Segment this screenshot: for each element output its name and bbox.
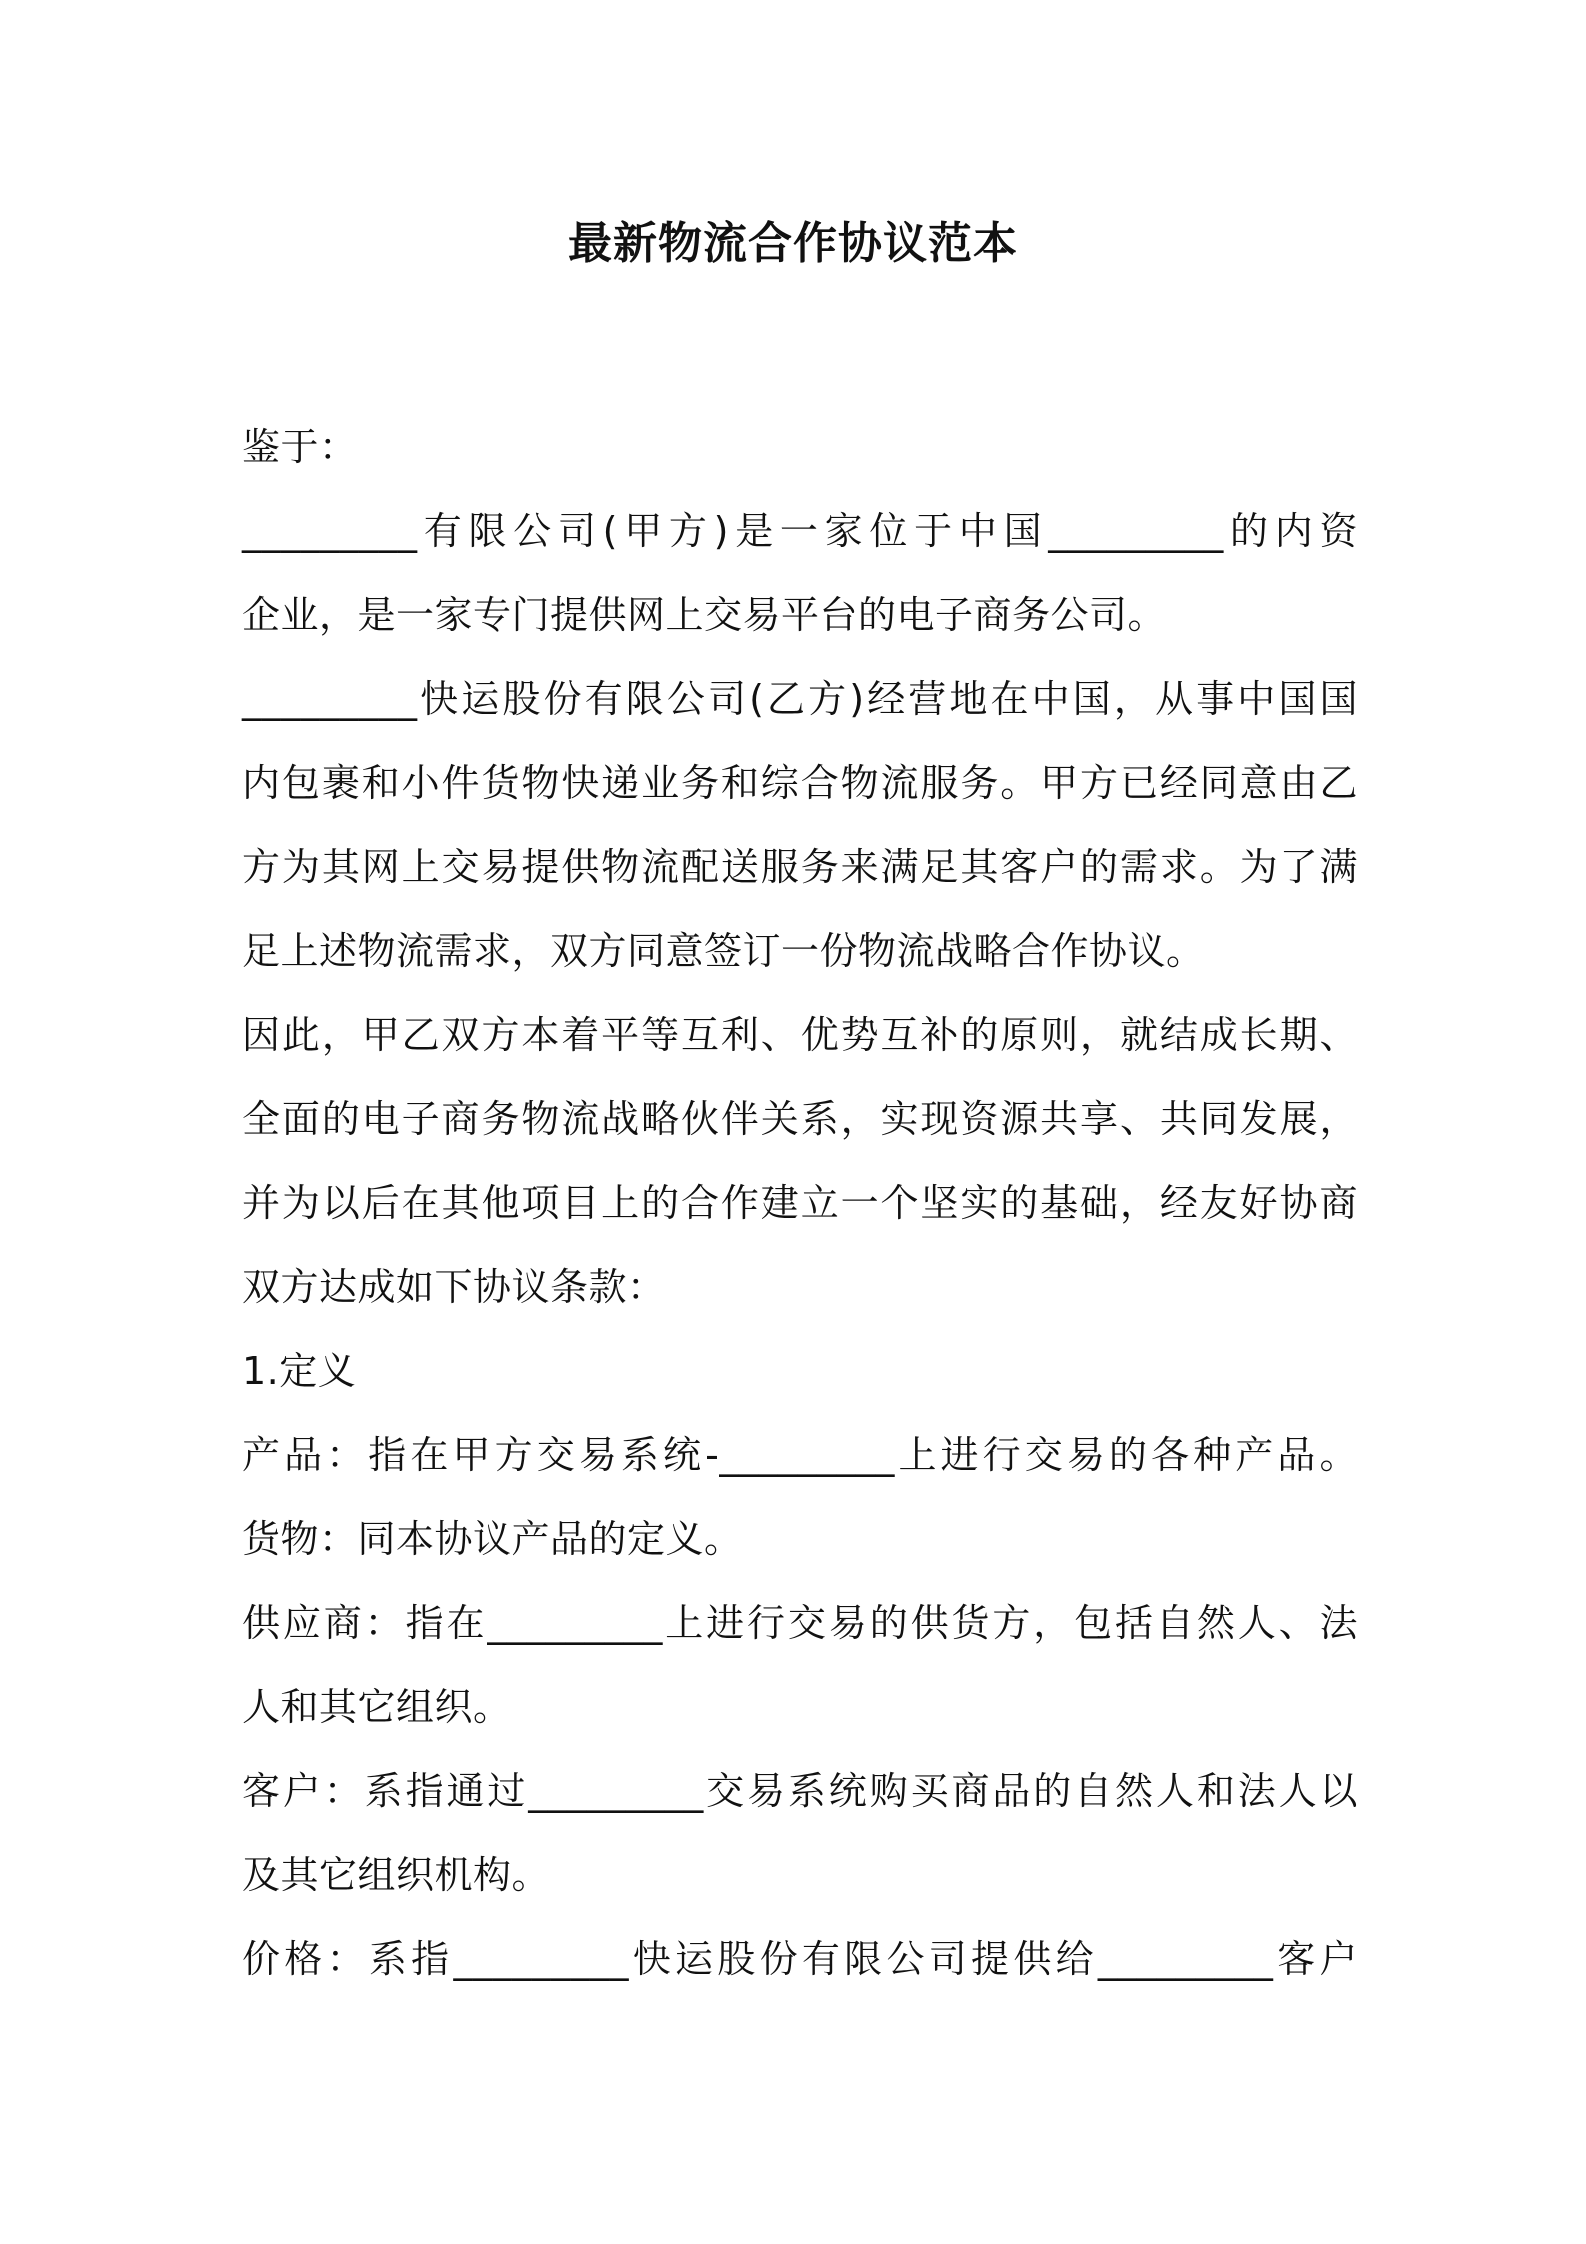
paragraph-line: 价格：系指_________快运股份有限公司提供给_________客户 [242,1937,1358,1981]
paragraph-line: 足上述物流需求，双方同意签订一份物流战略合作协议。 [242,929,1205,973]
paragraph-line: 因此，甲乙双方本着平等互利、优势互补的原则，就结成长期、 [242,1013,1358,1057]
document-body [242,405,1358,2001]
paragraph-line: 企业，是一家专门提供网上交易平台的电子商务公司。 [242,593,1167,637]
paragraph-line: 鉴于： [242,425,358,469]
paragraph-line: 双方达成如下协议条款： [242,1265,666,1309]
paragraph-line: 并为以后在其他项目上的合作建立一个坚实的基础，经友好协商 [242,1181,1358,1225]
paragraph-line: 货物：同本协议产品的定义。 [242,1517,743,1561]
paragraph-line: 全面的电子商务物流战略伙伴关系，实现资源共享、共同发展， [242,1097,1358,1141]
paragraph-line: 客户：系指通过_________交易系统购买商品的自然人和法人以 [242,1769,1358,1813]
paragraph-line: 方为其网上交易提供物流配送服务来满足其客户的需求。为了满 [242,845,1358,889]
paragraph-line: 人和其它组织。 [242,1685,512,1729]
paragraph-line: 及其它组织机构。 [242,1853,551,1897]
paragraph-line: 内包裹和小件货物快递业务和综合物流服务。甲方已经同意由乙 [242,761,1358,805]
section-heading: 1.定义 [242,1349,357,1393]
paragraph-line: 供应商：指在_________上进行交易的供货方，包括自然人、法 [242,1601,1358,1645]
document-title: 最新物流合作协议范本 [568,218,1018,269]
paragraph-line: _________快运股份有限公司(乙方)经营地在中国，从事中国国 [242,677,1358,721]
paragraph-line: 产品：指在甲方交易系统-_________上进行交易的各种产品。 [242,1433,1358,1477]
paragraph-line: _________有限公司(甲方)是一家位于中国_________的内资 [242,509,1358,553]
